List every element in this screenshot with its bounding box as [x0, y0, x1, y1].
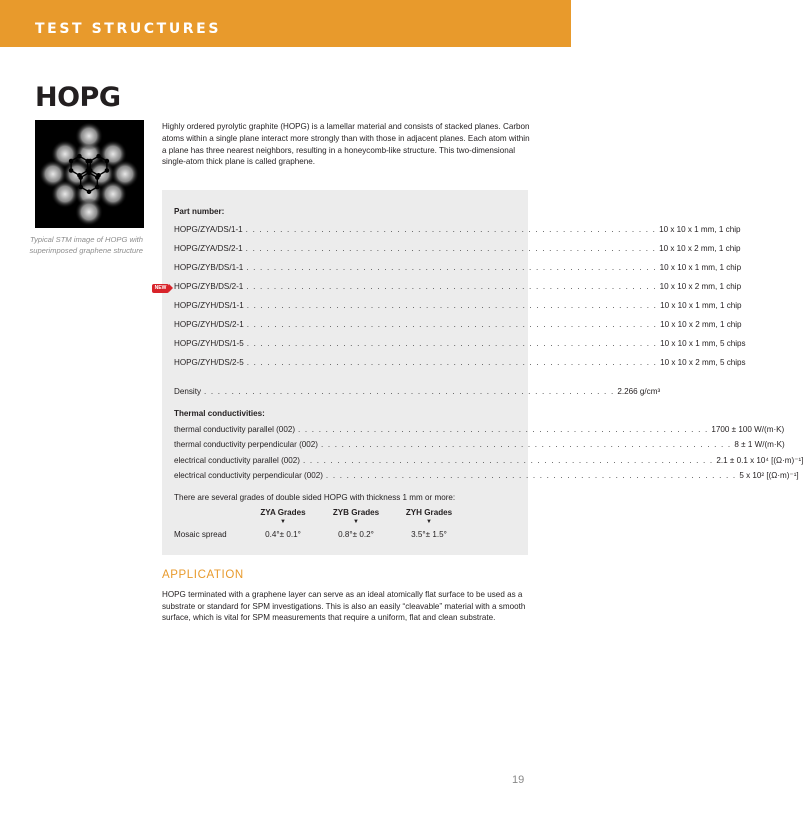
section-title: TEST STRUCTURES — [35, 21, 222, 37]
dot-leader: . . . . . . . . . . . . . . . . . . . . . . . . . . . . . . . . . . . . . . . . . . . . . . . . . . . . . . . . . . . . — [245, 244, 657, 253]
dot-leader: . . . . . . . . . . . . . . . . . . . . . . . . . . . . . . . . . . . . . . . . . . . . . . . . . . . . . . . . . . . . — [320, 440, 732, 449]
thermal-heading: Thermal conductivities: — [174, 409, 265, 418]
part-description: 10 x 10 x 2 mm, 5 chips — [660, 358, 746, 367]
triangle-down-icon: ▼ — [426, 519, 432, 525]
part-code: HOPG/ZYH/DS/1-1 — [174, 301, 244, 310]
part-number-heading: Part number: — [174, 207, 225, 216]
grade-zyb-label: ZYB Grades — [332, 508, 380, 517]
dot-leader: . . . . . . . . . . . . . . . . . . . . . . . . . . . . . . . . . . . . . . . . . . . . . . . . . . . . . . . . . . . . — [298, 425, 709, 434]
property-row — [174, 455, 803, 467]
part-description: 10 x 10 x 1 mm, 5 chips — [660, 339, 746, 348]
property-label: electrical conductivity perpendicular (002) — [174, 471, 323, 480]
part-row — [174, 339, 746, 351]
stm-image — [35, 120, 144, 228]
part-row — [174, 301, 742, 313]
part-code: HOPG/ZYH/DS/2-1 — [174, 320, 244, 329]
density-label: Density — [174, 387, 201, 396]
density-row — [174, 387, 661, 399]
part-description: 10 x 10 x 1 mm, 1 chip — [659, 225, 741, 234]
grade-zya-label: ZYA Grades — [260, 508, 306, 517]
property-label: thermal conductivity parallel (002) — [174, 425, 296, 434]
part-code: HOPG/ZYA/DS/2-1 — [174, 244, 243, 253]
mosaic-zyh-value: 3.5°± 1.5° — [411, 530, 447, 539]
property-row — [174, 470, 799, 482]
section-header-bar — [0, 0, 571, 47]
part-code: HOPG/ZYB/DS/2-1 — [174, 282, 244, 291]
new-badge-icon: NEW — [152, 284, 169, 293]
property-value: 5 x 10² [(Ω·m)⁻¹] — [739, 471, 799, 480]
mosaic-zya-value: 0.4°± 0.1° — [265, 530, 301, 539]
part-row — [174, 244, 741, 256]
part-row — [174, 282, 742, 294]
dot-leader: . . . . . . . . . . . . . . . . . . . . . . . . . . . . . . . . . . . . . . . . . . . . . . . . . . . . . . . . . . . . — [302, 456, 714, 465]
triangle-down-icon: ▼ — [353, 519, 359, 525]
page-number: 19 — [512, 774, 525, 786]
part-description: 10 x 10 x 2 mm, 1 chip — [659, 244, 741, 253]
application-text: HOPG terminated with a graphene layer can serve as an ideal atomically flat surface to be used as a substrate or standard for SPM investigations. This is also an easily “cleavable” material with a smooth surface, which is vital for SPM measurements that require a uniform, flat and clean substrate. — [162, 590, 526, 623]
property-label: thermal conductivity perpendicular (002) — [174, 440, 318, 449]
part-row — [174, 225, 741, 237]
grades-note: There are several grades of double sided HOPG with thickness 1 mm or more: — [174, 493, 456, 502]
grade-zyh-label: ZYH Grades — [405, 508, 453, 517]
part-description: 10 x 10 x 1 mm, 1 chip — [660, 301, 742, 310]
dot-leader: . . . . . . . . . . . . . . . . . . . . . . . . . . . . . . . . . . . . . . . . . . . . . . . . . . . . . . . . . . . . — [246, 301, 658, 310]
dot-leader: . . . . . . . . . . . . . . . . . . . . . . . . . . . . . . . . . . . . . . . . . . . . . . . . . . . . . . . . . . . . — [246, 282, 657, 291]
page-title: HOPG — [35, 82, 121, 113]
dot-leader: . . . . . . . . . . . . . . . . . . . . . . . . . . . . . . . . . . . . . . . . . . . . . . . . . . . . . . . . . . . . — [245, 225, 657, 234]
mosaic-label: Mosaic spread — [174, 530, 227, 539]
dot-leader: . . . . . . . . . . . . . . . . . . . . . . . . . . . . . . . . . . . . . . . . . . . . . . . . . . . . . . . . . . . . — [246, 358, 658, 367]
application-title: APPLICATION — [162, 569, 244, 581]
part-description: 10 x 10 x 2 mm, 1 chip — [660, 320, 742, 329]
density-value: 2.266 g/cm³ — [617, 387, 661, 396]
stm-graphene-figure — [35, 120, 144, 228]
property-row — [174, 425, 785, 437]
property-value: 2.1 ± 0.1 x 10⁴ [(Ω·m)⁻¹] — [716, 456, 803, 465]
dot-leader: . . . . . . . . . . . . . . . . . . . . . . . . . . . . . . . . . . . . . . . . . . . . . . . . . . . . . . . . . . . . — [204, 387, 615, 396]
dot-leader: . . . . . . . . . . . . . . . . . . . . . . . . . . . . . . . . . . . . . . . . . . . . . . . . . . . . . . . . . . . . — [246, 339, 658, 348]
property-label: electrical conductivity parallel (002) — [174, 456, 300, 465]
part-row — [174, 263, 742, 275]
property-row — [174, 440, 785, 452]
mosaic-zyb-value: 0.8°± 0.2° — [338, 530, 374, 539]
part-row — [174, 320, 742, 332]
property-value: 8 ± 1 W/(m·K) — [734, 440, 785, 449]
part-code: HOPG/ZYA/DS/1-1 — [174, 225, 243, 234]
part-code: HOPG/ZYH/DS/1-5 — [174, 339, 244, 348]
part-description: 10 x 10 x 1 mm, 1 chip — [659, 263, 742, 272]
dot-leader: . . . . . . . . . . . . . . . . . . . . . . . . . . . . . . . . . . . . . . . . . . . . . . . . . . . . . . . . . . . . — [246, 320, 658, 329]
part-code: HOPG/ZYH/DS/2-5 — [174, 358, 244, 367]
dot-leader: . . . . . . . . . . . . . . . . . . . . . . . . . . . . . . . . . . . . . . . . . . . . . . . . . . . . . . . . . . . . — [325, 471, 737, 480]
figure-caption: Typical STM image of HOPG with superimposed graphene structure — [29, 235, 143, 255]
dot-leader: . . . . . . . . . . . . . . . . . . . . . . . . . . . . . . . . . . . . . . . . . . . . . . . . . . . . . . . . . . . . — [246, 263, 657, 272]
property-value: 1700 ± 100 W/(m·K) — [711, 425, 785, 434]
part-code: HOPG/ZYB/DS/1-1 — [174, 263, 244, 272]
part-description: 10 x 10 x 2 mm, 1 chip — [659, 282, 742, 291]
triangle-down-icon: ▼ — [280, 519, 286, 525]
intro-paragraph: Highly ordered pyrolytic graphite (HOPG) is a lamellar material and consists of stacked planes. Carbon atoms within a single plane interact more strongly than with those in adjacent planes. Each atom within a plane has three nearest neighbors, resulting in a honeycomb-like structure. This two-dimensional single-atom thick plane is called graphene. — [162, 122, 530, 167]
spec-box — [162, 190, 803, 555]
part-row — [174, 358, 746, 370]
